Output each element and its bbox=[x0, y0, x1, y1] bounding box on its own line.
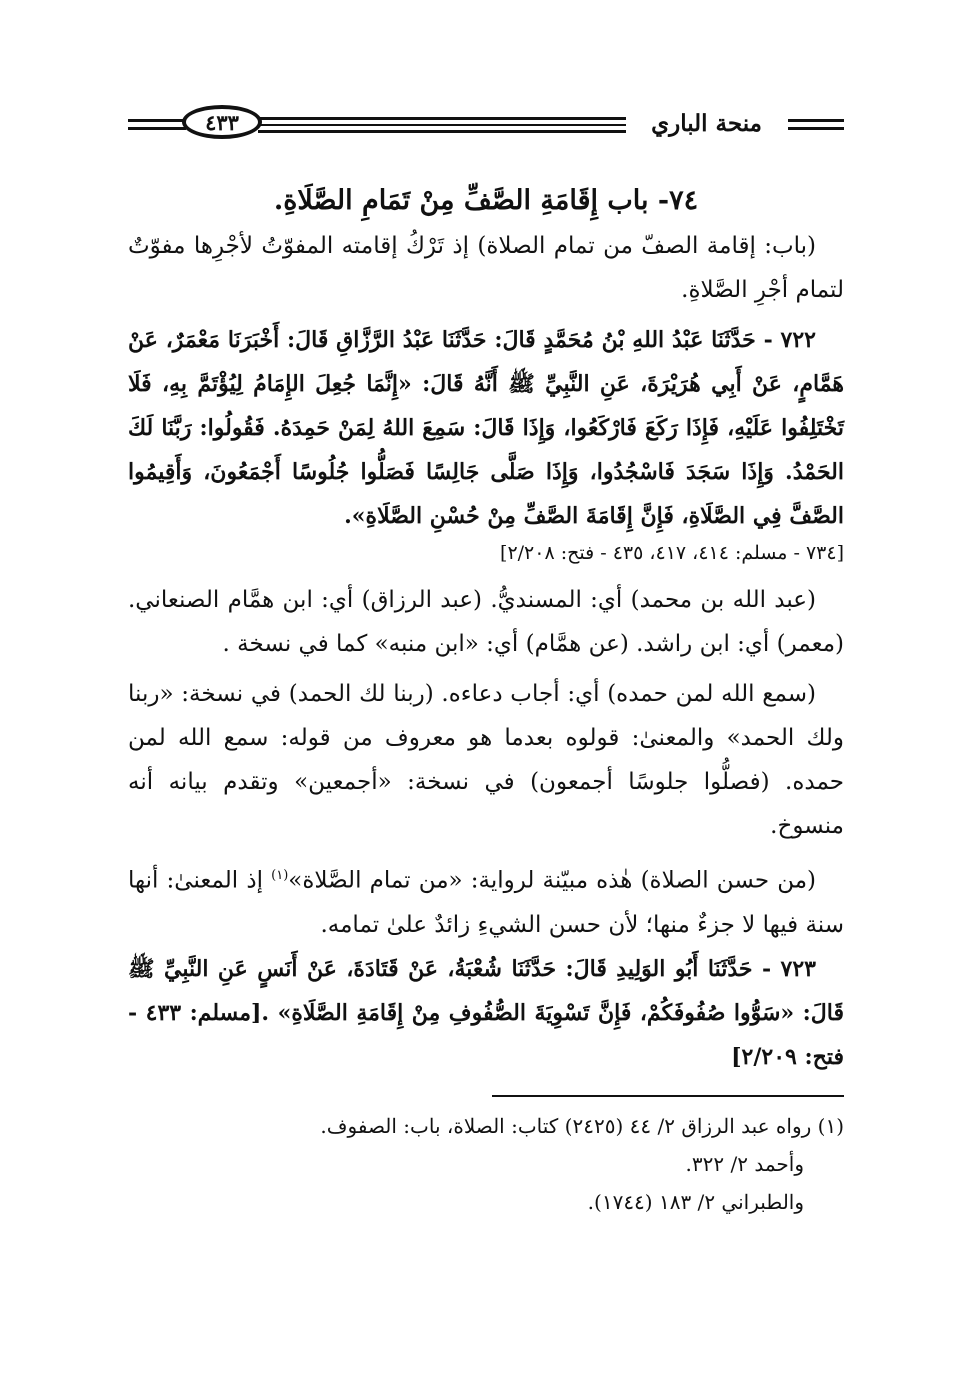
explanation-text: (من حسن الصلاة) هٰذه مبيّنة لرواية: «من تمام الصَّلاة» bbox=[288, 867, 816, 894]
explanation-text: إذ المعنىٰ: أنها سنة فيها لا جزءٌ منها؛ لأن حسن الشيءِ زائدٌ علىٰ تمامه. bbox=[128, 867, 844, 938]
footnote-separator bbox=[492, 1095, 844, 1097]
running-header bbox=[128, 95, 844, 155]
header-rule bbox=[258, 130, 626, 133]
chapter-title: ٧٤- باب إِقَامَةِ الصَّفِّ مِنْ تَمَامِ الصَّلَاةِ. bbox=[273, 185, 699, 216]
explanation-sami-allah: (سمع الله لمن حمده) أي: أجاب دعاءه. (ربنا لك الحمد) في نسخة: «ربنا ولك الحمد» والمعنىٰ: قولوه بعدما هو معروف من قوله: سمع الله لمن حمده. (فصلُّوا جلوسًا أجمعون) في نسخة: «أجمعين» وتقدم بيانه أنه منسوخ. bbox=[128, 681, 844, 840]
page-number: ٤٣٣ bbox=[205, 109, 239, 135]
footnote-1: (١) رواه عبد الرزاق ٢/ ٤٤ (٢٤٢٥) كتاب: الصلاة، باب: الصفوف. bbox=[320, 1113, 844, 1138]
header-rule bbox=[258, 117, 626, 120]
page bbox=[128, 95, 844, 1221]
header-rule bbox=[258, 124, 626, 126]
header-ornament-line bbox=[788, 127, 844, 130]
hadith-722: ٧٢٢ - حَدَّثَنَا عَبْدُ اللهِ بْنُ مُحَمَّدٍ قَالَ: حَدَّثَنَا عَبْدُ الرَّزَّاقِ قَالَ: أَخْبَرَنَا مَعْمَرٌ، عَنْ هَمَّامٍ، عَنْ أَبِي هُرَيْرَةَ، عَنِ النَّبِيِّ ﷺ أَنَّهُ قَالَ: «إِنَّمَا جُعِلَ الإِمَامُ لِيُؤْتَمَّ بِهِ، فَلَا تَخْتَلِفُوا عَلَيْهِ، فَإِذَا رَكَعَ فَارْكَعُوا، وَإِذَا قَالَ: سَمِعَ اللهُ لِمَنْ حَمِدَهُ. فَقُولُوا: رَبَّنَا لَكَ الحَمْدُ. وَإِذَا سَجَدَ فَاسْجُدُوا، وَإِذَا صَلَّى جَالِسًا فَصَلُّوا جُلُوسًا أَجْمَعُونَ، وَأَقِيمُوا الصَّفَّ فِي الصَّلَاةِ، فَإِنَّ إِقَامَةَ الصَّفِّ مِنْ حُسْنِ الصَّلَاةِ». bbox=[128, 327, 844, 530]
explanation-husn-salah bbox=[128, 854, 844, 947]
intro-paragraph: (باب: إقامة الصفّ من تمام الصلاة) إذ تَرْكُ إقامته المفوّتُ لأجْرِها مفوّتٌ لتمام أجْرِ الصَّلاةِ. bbox=[128, 233, 844, 304]
page-number-badge bbox=[182, 105, 262, 139]
header-ornament-line bbox=[788, 119, 844, 122]
hadith-722-reference: [٧٣٤ - مسلم: ٤١٤، ٤١٧، ٤٣٥ - فتح: ٢/٢٠٨] bbox=[500, 542, 844, 565]
hadith-723: ٧٢٣ - حَدَّثَنَا أَبُو الوَلِيدِ قَالَ: حَدَّثَنَا شُعْبَةُ، عَنْ قَتَادَةَ، عَنْ أَنَسٍ عَنِ النَّبِيِّ ﷺ قَالَ: «سَوُّوا صُفُوفَكُمْ، فَإِنَّ تَسْوِيَةَ الصُّفُوفِ مِنْ إِقَامَةِ الصَّلَاةِ» .[مسلم: ٤٣٣ - فتح: ٢/٢٠٩] bbox=[128, 955, 844, 1070]
header-ornament-line bbox=[128, 119, 186, 122]
explanation-narrators: (عبد الله بن محمد) أي: المسنديُّ. (عبد الرزاق) أي: ابن همَّام الصنعاني. (معمر) أي: ابن راشد. (عن همَّام) أي: «ابن منبه» كما في نسخة . bbox=[128, 587, 844, 658]
footnote-1-ahmad: وأحمد ٢/ ٣٢٢. bbox=[685, 1151, 804, 1176]
book-title: منحة الباري bbox=[651, 110, 762, 137]
header-ornament-line bbox=[128, 127, 186, 130]
footnote-1-tabarani: والطبراني ٢/ ١٨٣ (١٧٤٤). bbox=[587, 1189, 804, 1214]
footnote-marker: (١) bbox=[271, 868, 289, 884]
